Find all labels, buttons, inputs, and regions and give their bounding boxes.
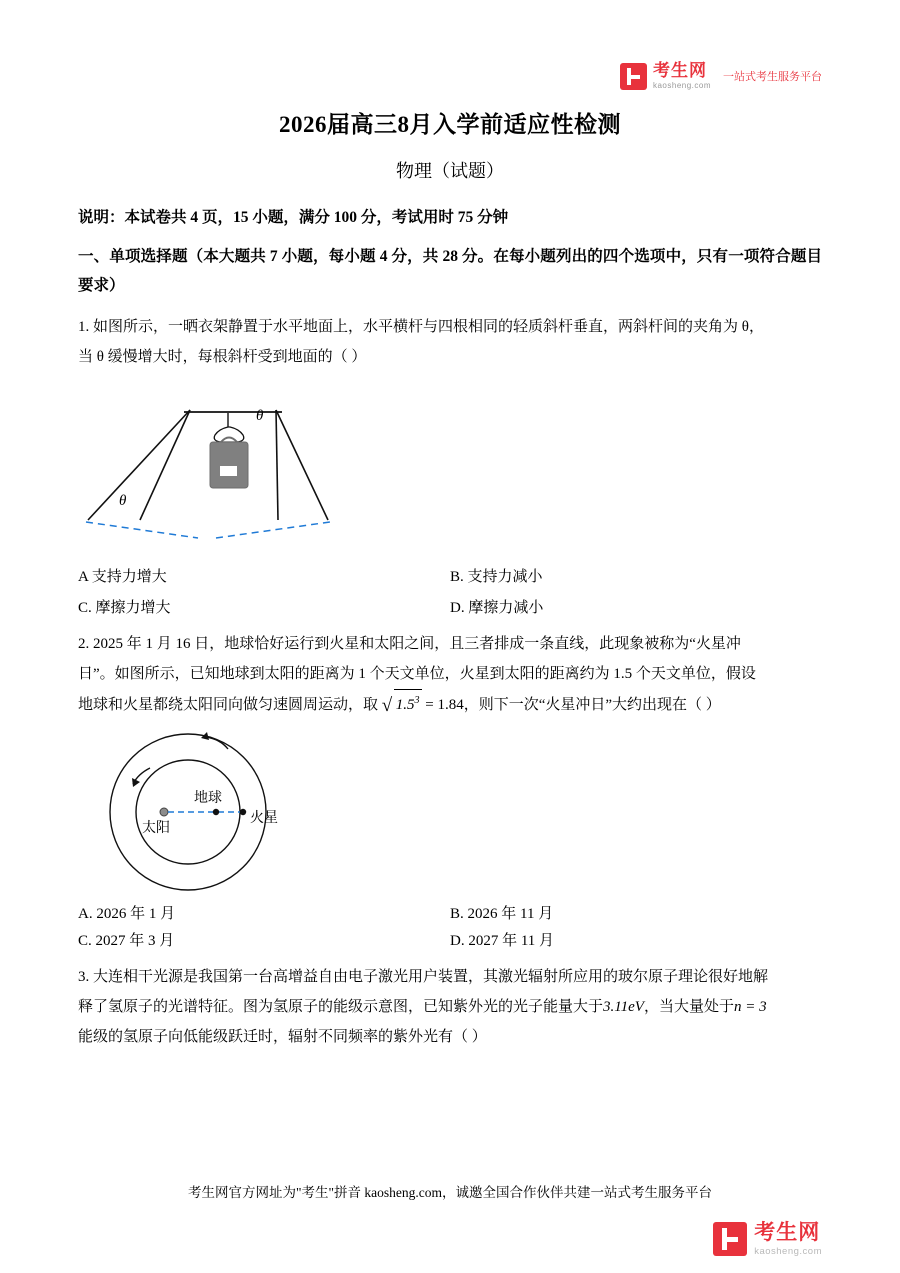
- question-3-line-1: 3. 大连相干光源是我国第一台高增益自由电子激光用户装置，其激光辐射所应用的玻尔原子理论很好地解: [78, 969, 769, 986]
- question-3-line-3: 能级的氢原子向低能级跃迁时，辐射不同频率的紫外光有（ ）: [78, 1029, 487, 1046]
- section-heading-1: 一、单项选择题（本大题共 7 小题，每小题 4 分，共 28 分。在每小题列出的四个选项中，只有一项符合题目要求）: [78, 248, 822, 294]
- footer-brand-text: [754, 1222, 822, 1257]
- question-3-line-2-pre: 释了氢原子的光谱特征。图为氢原子的能级示意图，已知紫外光的光子能量大于: [78, 999, 604, 1016]
- question-2-options-row-1: [78, 902, 822, 923]
- option-2-C[interactable]: C. 2027 年 3 月: [78, 933, 175, 950]
- question-1-line-1: 1. 如图所示，一晒衣架静置于水平地面上，水平横杆与四根相同的轻质斜杆垂直，两斜杆间的夹角为 θ，: [78, 319, 764, 336]
- option-1-D[interactable]: D. 摩擦力减小: [450, 600, 544, 617]
- figure-clothes-rack: [78, 380, 822, 555]
- option-1-B[interactable]: B. 支持力减小: [450, 569, 543, 586]
- page-subtitle: 物理（试题）: [396, 161, 504, 181]
- question-1: [78, 312, 822, 372]
- question-3: [78, 962, 822, 1052]
- formula-result: = 1.84: [425, 697, 464, 714]
- question-2: [78, 629, 822, 720]
- brand-slogan: 一站式考生服务平台: [723, 71, 822, 83]
- brand-logo: [620, 62, 822, 90]
- exam-note: 说明：本试卷共 4 页，15 小题，满分 100 分，考试用时 75 分钟: [78, 209, 509, 226]
- label-mars: 火星: [250, 811, 278, 827]
- mars-opposition-svg: [78, 728, 398, 896]
- brand-name: 考生网: [652, 61, 707, 80]
- figure-mars-opposition: [78, 728, 822, 896]
- question-2-line-3: [78, 689, 822, 720]
- option-2-A[interactable]: A. 2026 年 1 月: [78, 906, 176, 923]
- question-3-energy-value: 3.11eV: [603, 999, 644, 1016]
- option-2-B[interactable]: B. 2026 年 11 月: [450, 906, 554, 923]
- brand-domain: kaosheng.com: [652, 81, 711, 90]
- question-1-line-2: 当 θ 缓慢增大时，每根斜杆受到地面的（ ）: [78, 349, 367, 366]
- option-1-C[interactable]: C. 摩擦力增大: [78, 600, 171, 617]
- footer-note: 考生网官方网址为"考生"拼音 kaosheng.com，诚邀全国合作伙伴共建一站式考生服务平台: [187, 1185, 712, 1200]
- label-sun: 太阳: [142, 821, 170, 837]
- angle-label-top: θ: [256, 408, 264, 425]
- question-1-options-row-2: [78, 596, 822, 617]
- angle-label-bottom: θ: [119, 493, 127, 510]
- formula-exponent: 3: [414, 695, 420, 707]
- question-2-line-1: 2. 2025 年 1 月 16 日，地球恰好运行到火星和太阳之间，且三者排成一条直线，此现象被称为“火星冲: [78, 636, 741, 653]
- brand-mark-icon: [620, 63, 647, 90]
- page-title: 2026届高三8月入学前适应性检测: [279, 112, 621, 137]
- brand-text: [653, 62, 711, 90]
- label-earth: 地球: [194, 791, 222, 807]
- formula-sqrt: √ $1.5^3$: [382, 689, 422, 720]
- question-1-options-row-1: [78, 565, 822, 586]
- clothes-rack-svg: [78, 380, 378, 555]
- formula-radicand: 1.5: [395, 697, 415, 714]
- option-2-D[interactable]: D. 2027 年 11 月: [450, 933, 555, 950]
- question-3-line-2: [78, 992, 822, 1022]
- question-3-line-2-mid: ，当大量处于: [643, 999, 734, 1016]
- option-1-A[interactable]: A 支持力增大: [78, 569, 167, 586]
- footer-brand-domain: kaosheng.com: [754, 1246, 822, 1257]
- footer-brand-logo: [713, 1222, 822, 1257]
- footer-brand-mark-icon: [713, 1222, 747, 1256]
- question-3-level-n: n = 3: [734, 999, 767, 1016]
- question-2-options-row-2: [78, 929, 822, 950]
- question-2-line-3-pre: 地球和火星都绕太阳同向做匀速圆周运动，取: [78, 697, 379, 714]
- question-2-line-2: 日”。如图所示，已知地球到太阳的距离为 1 个天文单位，火星到太阳的距离约为 1.5 个天文单位，假设: [78, 666, 756, 683]
- question-2-line-3-post: ，则下一次“火星冲日”大约出现在（ ）: [463, 697, 721, 714]
- footer-brand-name: 考生网: [754, 1221, 821, 1244]
